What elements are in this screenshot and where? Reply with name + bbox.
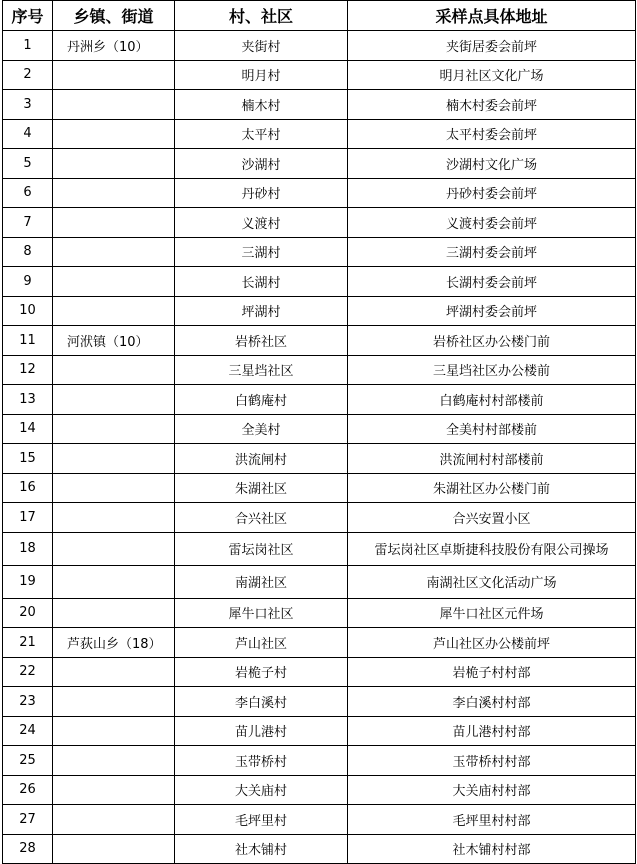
row-number: 21 bbox=[3, 628, 53, 658]
row-number: 1 bbox=[3, 31, 53, 61]
table-row bbox=[3, 716, 636, 746]
header-town: 乡镇、街道 bbox=[53, 1, 175, 31]
village-cell: 夹街村 bbox=[175, 31, 348, 61]
town-cell bbox=[53, 746, 175, 776]
table-row bbox=[3, 178, 636, 208]
table-row bbox=[3, 444, 636, 474]
town-cell bbox=[53, 355, 175, 385]
table-row bbox=[3, 385, 636, 415]
town-cell: 丹洲乡（10） bbox=[53, 31, 175, 61]
row-number: 23 bbox=[3, 687, 53, 717]
town-cell bbox=[53, 119, 175, 149]
address-cell: 苗儿港村村部 bbox=[348, 716, 636, 746]
row-number: 15 bbox=[3, 444, 53, 474]
table-row bbox=[3, 687, 636, 717]
town-cell bbox=[53, 775, 175, 805]
table-row bbox=[3, 90, 636, 120]
village-cell: 合兴社区 bbox=[175, 503, 348, 533]
address-cell: 岩桥社区办公楼门前 bbox=[348, 326, 636, 356]
town-cell bbox=[53, 267, 175, 297]
table-row bbox=[3, 149, 636, 179]
address-cell: 太平村委会前坪 bbox=[348, 119, 636, 149]
town-cell bbox=[53, 385, 175, 415]
row-number: 24 bbox=[3, 716, 53, 746]
village-cell: 长湖村 bbox=[175, 267, 348, 297]
sampling-points-table bbox=[2, 0, 636, 864]
address-cell: 社木铺村村部 bbox=[348, 834, 636, 864]
village-cell: 楠木村 bbox=[175, 90, 348, 120]
town-cell bbox=[53, 208, 175, 238]
town-cell bbox=[53, 503, 175, 533]
row-number: 16 bbox=[3, 473, 53, 503]
village-cell: 明月村 bbox=[175, 60, 348, 90]
table-row bbox=[3, 208, 636, 238]
table-row bbox=[3, 775, 636, 805]
table-row bbox=[3, 296, 636, 326]
header-village: 村、社区 bbox=[175, 1, 348, 31]
row-number: 9 bbox=[3, 267, 53, 297]
village-cell: 沙湖村 bbox=[175, 149, 348, 179]
address-cell: 玉带桥村村部 bbox=[348, 746, 636, 776]
town-cell bbox=[53, 90, 175, 120]
town-cell bbox=[53, 532, 175, 565]
address-cell: 长湖村委会前坪 bbox=[348, 267, 636, 297]
row-number: 8 bbox=[3, 237, 53, 267]
town-cell bbox=[53, 565, 175, 598]
town-cell: 芦荻山乡（18） bbox=[53, 628, 175, 658]
row-number: 17 bbox=[3, 503, 53, 533]
header-row bbox=[3, 1, 636, 31]
village-cell: 大关庙村 bbox=[175, 775, 348, 805]
row-number: 3 bbox=[3, 90, 53, 120]
address-cell: 白鹤庵村村部楼前 bbox=[348, 385, 636, 415]
address-cell: 朱湖社区办公楼门前 bbox=[348, 473, 636, 503]
row-number: 22 bbox=[3, 657, 53, 687]
table-row bbox=[3, 237, 636, 267]
village-cell: 芦山社区 bbox=[175, 628, 348, 658]
village-cell: 南湖社区 bbox=[175, 565, 348, 598]
row-number: 13 bbox=[3, 385, 53, 415]
village-cell: 毛坪里村 bbox=[175, 805, 348, 835]
table-row bbox=[3, 414, 636, 444]
table-row bbox=[3, 657, 636, 687]
town-cell bbox=[53, 414, 175, 444]
town-cell bbox=[53, 178, 175, 208]
village-cell: 义渡村 bbox=[175, 208, 348, 238]
town-cell bbox=[53, 444, 175, 474]
village-cell: 雷坛岗社区 bbox=[175, 532, 348, 565]
village-cell: 太平村 bbox=[175, 119, 348, 149]
table-row bbox=[3, 119, 636, 149]
row-number: 7 bbox=[3, 208, 53, 238]
address-cell: 沙湖村文化广场 bbox=[348, 149, 636, 179]
table-row bbox=[3, 326, 636, 356]
village-cell: 李白溪村 bbox=[175, 687, 348, 717]
row-number: 14 bbox=[3, 414, 53, 444]
town-cell bbox=[53, 687, 175, 717]
village-cell: 犀牛口社区 bbox=[175, 598, 348, 628]
row-number: 19 bbox=[3, 565, 53, 598]
row-number: 2 bbox=[3, 60, 53, 90]
address-cell: 楠木村委会前坪 bbox=[348, 90, 636, 120]
address-cell: 三湖村委会前坪 bbox=[348, 237, 636, 267]
village-cell: 全美村 bbox=[175, 414, 348, 444]
address-cell: 夹街居委会前坪 bbox=[348, 31, 636, 61]
address-cell: 芦山社区办公楼前坪 bbox=[348, 628, 636, 658]
address-cell: 雷坛岗社区卓斯捷科技股份有限公司操场 bbox=[348, 532, 636, 565]
address-cell: 洪流闸村村部楼前 bbox=[348, 444, 636, 474]
address-cell: 岩桅子村村部 bbox=[348, 657, 636, 687]
address-cell: 全美村村部楼前 bbox=[348, 414, 636, 444]
table-row bbox=[3, 31, 636, 61]
village-cell: 玉带桥村 bbox=[175, 746, 348, 776]
village-cell: 三湖村 bbox=[175, 237, 348, 267]
town-cell bbox=[53, 716, 175, 746]
town-cell bbox=[53, 598, 175, 628]
address-cell: 大关庙村村部 bbox=[348, 775, 636, 805]
table-row bbox=[3, 628, 636, 658]
table-row bbox=[3, 834, 636, 864]
row-number: 27 bbox=[3, 805, 53, 835]
village-cell: 洪流闸村 bbox=[175, 444, 348, 474]
table-row bbox=[3, 60, 636, 90]
table-row bbox=[3, 805, 636, 835]
row-number: 4 bbox=[3, 119, 53, 149]
town-cell bbox=[53, 237, 175, 267]
address-cell: 丹砂村委会前坪 bbox=[348, 178, 636, 208]
address-cell: 三星垱社区办公楼前 bbox=[348, 355, 636, 385]
row-number: 6 bbox=[3, 178, 53, 208]
address-cell: 犀牛口社区元件场 bbox=[348, 598, 636, 628]
town-cell bbox=[53, 149, 175, 179]
table-row bbox=[3, 532, 636, 565]
row-number: 26 bbox=[3, 775, 53, 805]
village-cell: 白鹤庵村 bbox=[175, 385, 348, 415]
table-row bbox=[3, 503, 636, 533]
row-number: 20 bbox=[3, 598, 53, 628]
header-address: 采样点具体地址 bbox=[348, 1, 636, 31]
address-cell: 义渡村委会前坪 bbox=[348, 208, 636, 238]
town-cell bbox=[53, 805, 175, 835]
table-row bbox=[3, 565, 636, 598]
table-row bbox=[3, 355, 636, 385]
row-number: 11 bbox=[3, 326, 53, 356]
town-cell bbox=[53, 60, 175, 90]
row-number: 10 bbox=[3, 296, 53, 326]
village-cell: 苗儿港村 bbox=[175, 716, 348, 746]
village-cell: 丹砂村 bbox=[175, 178, 348, 208]
village-cell: 社木铺村 bbox=[175, 834, 348, 864]
address-cell: 合兴安置小区 bbox=[348, 503, 636, 533]
table-row bbox=[3, 267, 636, 297]
table-row bbox=[3, 473, 636, 503]
town-cell: 河洑镇（10） bbox=[53, 326, 175, 356]
village-cell: 岩桅子村 bbox=[175, 657, 348, 687]
row-number: 18 bbox=[3, 532, 53, 565]
village-cell: 三星垱社区 bbox=[175, 355, 348, 385]
address-cell: 坪湖村委会前坪 bbox=[348, 296, 636, 326]
town-cell bbox=[53, 296, 175, 326]
row-number: 25 bbox=[3, 746, 53, 776]
address-cell: 毛坪里村村部 bbox=[348, 805, 636, 835]
address-cell: 李白溪村村部 bbox=[348, 687, 636, 717]
address-cell: 南湖社区文化活动广场 bbox=[348, 565, 636, 598]
row-number: 12 bbox=[3, 355, 53, 385]
table-body bbox=[3, 31, 636, 864]
village-cell: 坪湖村 bbox=[175, 296, 348, 326]
table-row bbox=[3, 746, 636, 776]
village-cell: 朱湖社区 bbox=[175, 473, 348, 503]
header-no: 序号 bbox=[3, 1, 53, 31]
town-cell bbox=[53, 473, 175, 503]
town-cell bbox=[53, 657, 175, 687]
address-cell: 明月社区文化广场 bbox=[348, 60, 636, 90]
village-cell: 岩桥社区 bbox=[175, 326, 348, 356]
row-number: 5 bbox=[3, 149, 53, 179]
table-row bbox=[3, 598, 636, 628]
town-cell bbox=[53, 834, 175, 864]
row-number: 28 bbox=[3, 834, 53, 864]
